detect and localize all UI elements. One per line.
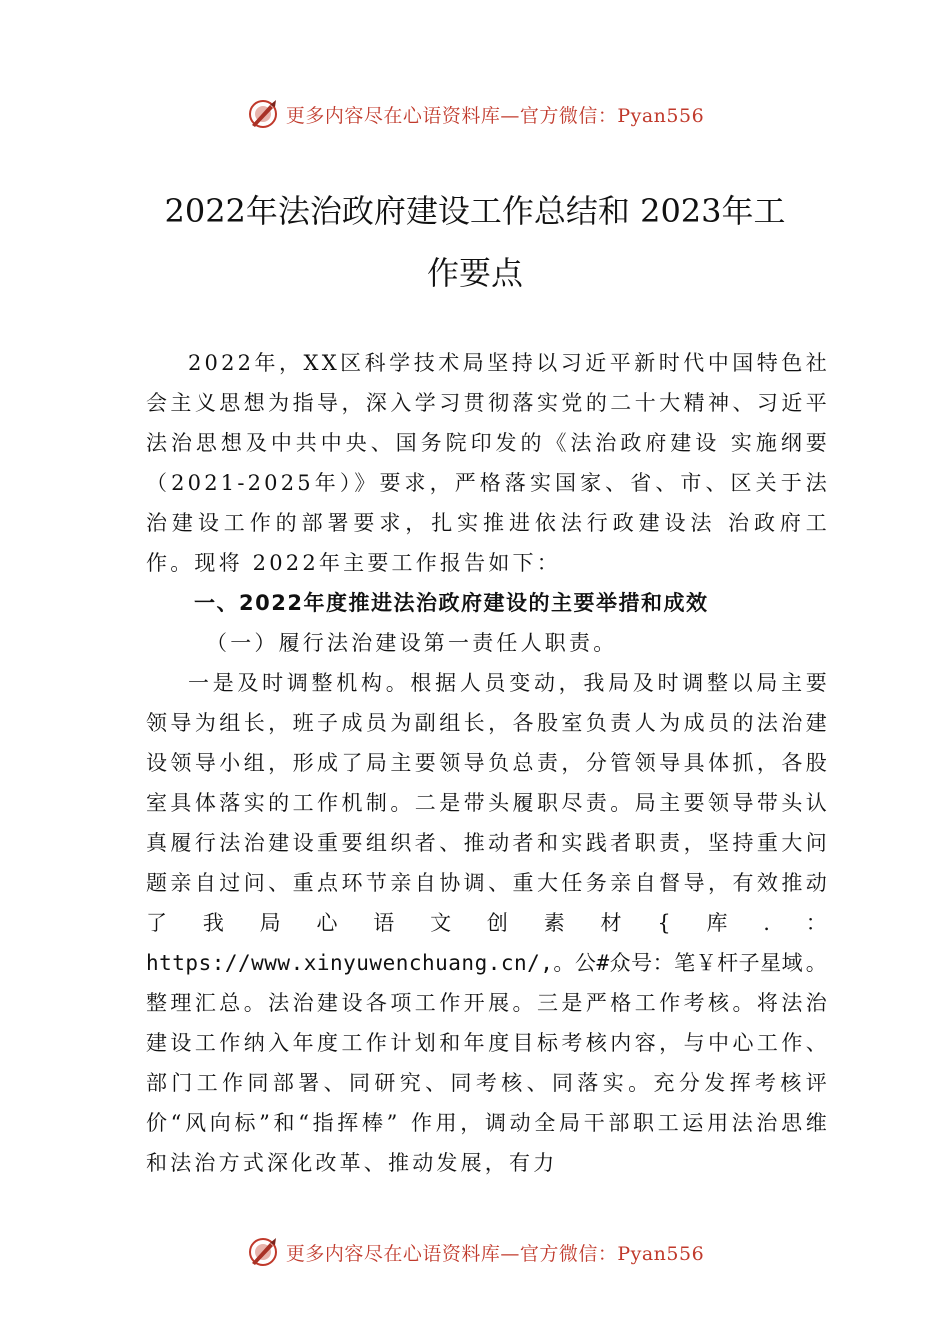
watermark-header <box>0 94 950 134</box>
paragraph-url-text: https://www.xinyuwenchuang.cn/,。公#众号：笔￥杆子星 <box>146 951 782 975</box>
title-line-1: 2022年法治政府建设工作总结和 2023年工 <box>164 192 786 230</box>
quill-seal-icon <box>246 97 280 131</box>
body-paragraph <box>146 663 830 1183</box>
document-body <box>146 343 830 1183</box>
title-line-2: 作要点 <box>426 254 523 292</box>
document-title <box>120 180 830 304</box>
paragraph-text-a: 一是及时调整机构。根据人员变动，我局及时调整以局主要领导为组长，班子成员为副组长，各股室负责人为成员的法治建设领导小组，形成了局主要领导负总责，分管领导具体抓，各股室具体落实的工作机制。二是带头履职尽责。局主要领导带头认真履行法治建设重要组织者、推动者和实践者职责，坚持重大问题亲自过问、重点环节亲自协调、重大任务亲自督导，有效推动了我局心语文创素材{库.： <box>146 671 830 935</box>
paragraph-text-b: 域。整理汇总。法治建设各项工作开展。三是严格工作考核。将法治建设工作纳入年度工作计划和年度目标考核内容，与中心工作、部门工作同部署、同研究、同考核、同落实。充分发挥考核评价“风向标”和“指挥棒” 作用，调动全局干部职工运用法治思维和法治方式深化改革、推动发展，有力 <box>146 951 830 1175</box>
subsection-heading: （一）履行法治建设第一责任人职责。 <box>206 631 618 655</box>
watermark-text: 更多内容尽在心语资料库—官方微信：Pyan556 <box>285 1242 705 1265</box>
intro-paragraph: 2022年，XX区科学技术局坚持以习近平新时代中国特色社会主义思想为指导，深入学习贯彻落实党的二十大精神、习近平法治思想及中共中央、国务院印发的《法治政府建设 实施纲要（2021-2025年）》要求，严格落实国家、省、市、区关于法治建设工作的部署要求，扎实推进依法行政建设法 治政府工作。现将 2022年主要工作报告如下： <box>146 351 830 575</box>
quill-seal-icon <box>246 1235 280 1269</box>
watermark-footer <box>0 1232 950 1272</box>
watermark-text: 更多内容尽在心语资料库—官方微信：Pyan556 <box>285 104 705 127</box>
section-heading: 一、2022年度推进法治政府建设的主要举措和成效 <box>194 591 709 615</box>
